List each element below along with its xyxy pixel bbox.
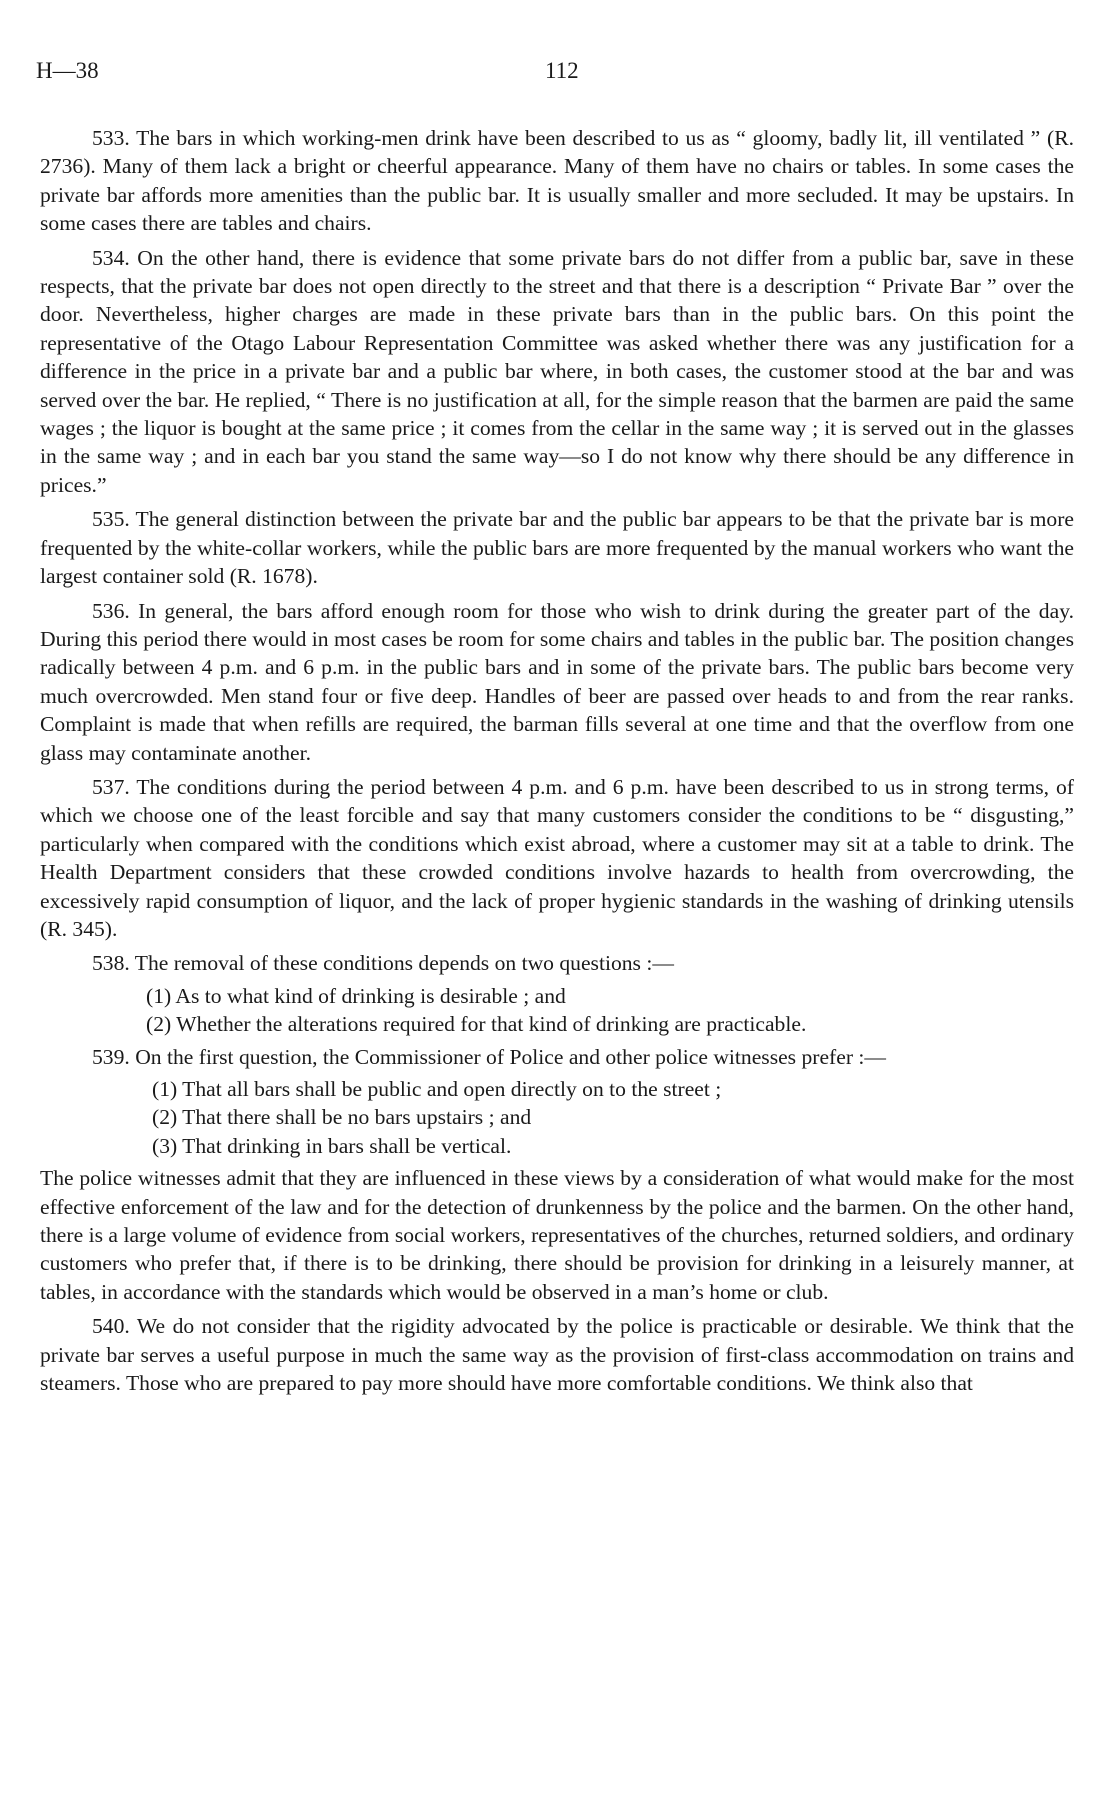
list-item: (2) That there shall be no bars upstairs ; and <box>152 1105 532 1130</box>
page-body <box>40 124 1074 1403</box>
list-item: (1) As to what kind of drinking is desirable ; and <box>146 983 566 1008</box>
paragraph-537: 537. The conditions during the period between 4 p.m. and 6 p.m. have been described to us in strong terms, of which we choose one of the least forcible and say that many customers consider the conditions to be “ disgusting,” particularly when compared with the conditions which exist abroad, where a customer may sit at a table to drink. The Health Department considers that these crowded conditions involve hazards to health from overcrowding, the excessively rapid consumption of liquor, and the lack of proper hygienic standards in the washing of drinking utensils (R. 345). <box>40 774 1074 941</box>
document-reference: H—38 <box>36 58 99 83</box>
paragraph-538-list <box>40 982 1074 1039</box>
list-item: (2) Whether the alterations required for that kind of drinking are practicable. <box>146 1012 807 1037</box>
paragraph-534: 534. On the other hand, there is evidence that some private bars do not differ from a public bar, save in these respects, that the private bar does not open directly to the street and that there is a description “ Private Bar ” over the door. Nevertheless, higher charges are made in these private bars than in the public bars. On this point the representative of the Otago Labour Representation Committee was asked whether there was any justification for a difference in the price in a private bar and a public bar where, in both cases, the customer stood at the bar and was served over the bar. He replied, “ There is no justification at all, for the simple reason that the barmen are paid the same wages ; the liquor is bought at the same price ; it comes from the cellar in the same way ; it is served out in the glasses in the same way ; and in each bar you stand the same way—so I do not know why there should be any difference in prices.” <box>40 245 1074 497</box>
list-item: (3) That drinking in bars shall be vertical. <box>152 1133 512 1158</box>
list-item: (1) That all bars shall be public and open directly on to the street ; <box>152 1077 722 1101</box>
paragraph-535: 535. The general distinction between the private bar and the public bar appears to be that the private bar is more frequented by the white-collar workers, while the public bars are more frequented by the manual workers who want the largest container sold (R. 1678). <box>40 507 1074 589</box>
paragraph-539-continuation: The police witnesses admit that they are influenced in these views by a consideration of what would make for the most effective enforcement of the law and for the detection of drunkenness by the police and the barmen. On the other hand, there is a large volume of evidence from social workers, representatives of the churches, returned soldiers, and ordinary customers who prefer that, if there is to be drinking, there should be provision for drinking in a leisurely manner, at tables, in accordance with the standards which would be observed in a man’s home or club. <box>40 1166 1074 1304</box>
page-header <box>36 58 1076 94</box>
paragraph-539-list <box>40 1075 1074 1160</box>
paragraph-533: 533. The bars in which working-men drink have been described to us as “ gloomy, badly lit, ill ventilated ” (R. 2736). Many of them lack a bright or cheerful appearance. Many of them have no chairs or tables. In some cases the private bar affords more amenities than the public bar. It is usually smaller and more secluded. It may be upstairs. In some cases there are tables and chairs. <box>40 126 1074 236</box>
paragraph-538: 538. The removal of these conditions depends on two questions :— <box>92 951 674 976</box>
paragraph-539: 539. On the first question, the Commissioner of Police and other police witnesses prefer :— <box>92 1044 887 1069</box>
paragraph-540: 540. We do not consider that the rigidity advocated by the police is practicable or desirable. We think that the private bar serves a useful purpose in much the same way as the provision of first-class accommodation on trains and steamers. Those who are prepared to pay more should have more comfortable conditions. We think also that <box>40 1314 1074 1396</box>
paragraph-536: 536. In general, the bars afford enough room for those who wish to drink during the greater part of the day. During this period there would in most cases be room for some chairs and tables in the public bar. The position changes radically between 4 p.m. and 6 p.m. in the public bars and in some of the private bars. The public bars become very much overcrowded. Men stand four or five deep. Handles of beer are passed over heads to and from the rear ranks. Complaint is made that when refills are required, the barman fills several at one time and that the overflow from one glass may contaminate another. <box>40 598 1074 765</box>
page-number: 112 <box>545 58 579 83</box>
